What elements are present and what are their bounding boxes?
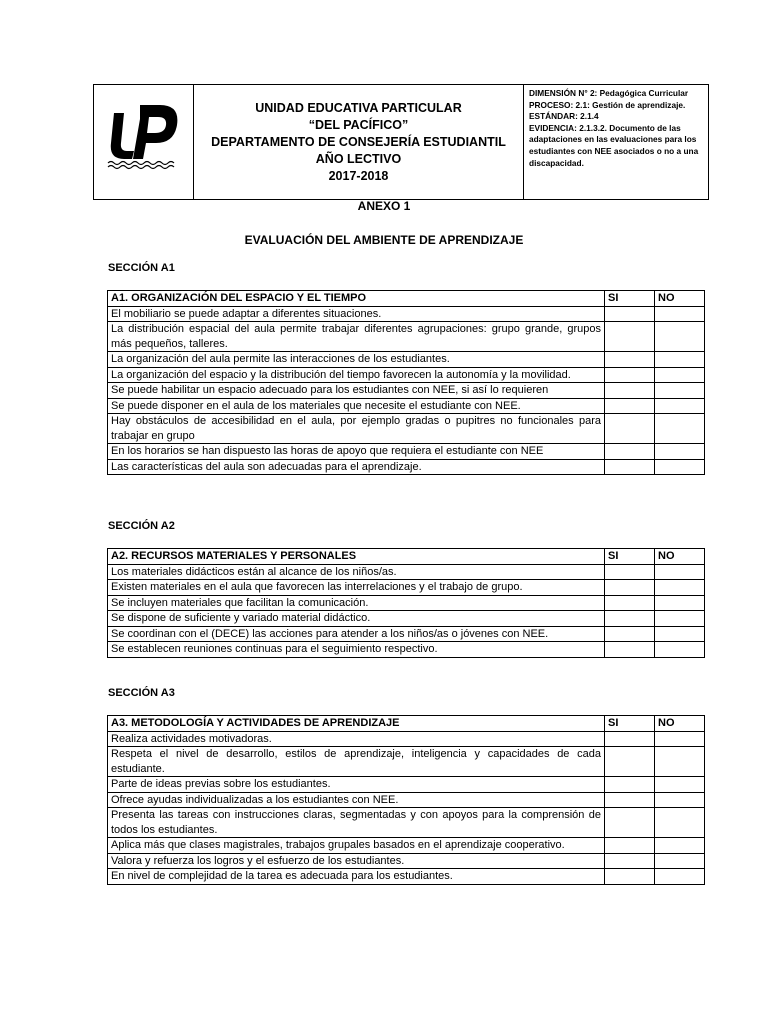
table-row	[108, 564, 705, 580]
no-checkbox-cell[interactable]	[655, 595, 705, 611]
no-checkbox-cell[interactable]	[655, 642, 705, 658]
yes-checkbox-cell[interactable]	[605, 777, 655, 793]
table-row	[108, 611, 705, 627]
criterion-text: Presenta las tareas con instrucciones claras, segmentadas y con apoyos para la comprensión de todos los estudiantes.	[108, 808, 605, 838]
no-checkbox-cell[interactable]	[655, 853, 705, 869]
criterion-text: Ofrece ayudas individualizadas a los estudiantes con NEE.	[108, 792, 605, 808]
criterion-text: Se establecen reuniones continuas para el seguimiento respectivo.	[108, 642, 605, 658]
no-checkbox-cell[interactable]	[655, 869, 705, 885]
section-label-a3: SECCIÓN A3	[108, 687, 175, 699]
no-checkbox-cell[interactable]	[655, 564, 705, 580]
criterion-text: La distribución espacial del aula permite trabajar diferentes agrupaciones: grupo grande, grupos más pequeños, talleres.	[108, 322, 605, 352]
no-checkbox-cell[interactable]	[655, 367, 705, 383]
no-checkbox-cell[interactable]	[655, 626, 705, 642]
yes-column-header: SI	[605, 549, 655, 565]
yes-checkbox-cell[interactable]	[605, 838, 655, 854]
school-logo-icon	[94, 85, 193, 199]
yes-column-header: SI	[605, 291, 655, 307]
standard-text: ESTÁNDAR: 2.1.4	[529, 111, 599, 122]
criterion-text: Aplica más que clases magistrales, trabajos grupales basados en el aprendizaje cooperativo.	[108, 838, 605, 854]
table-row	[108, 792, 705, 808]
no-checkbox-cell[interactable]	[655, 580, 705, 596]
table-header-row	[108, 716, 705, 732]
criterion-text: La organización del aula permite las interacciones de los estudiantes.	[108, 352, 605, 368]
institution-block	[194, 85, 524, 199]
yes-checkbox-cell[interactable]	[605, 383, 655, 399]
yes-checkbox-cell[interactable]	[605, 853, 655, 869]
criterion-text: Parte de ideas previas sobre los estudiantes.	[108, 777, 605, 793]
table-row	[108, 747, 705, 777]
no-checkbox-cell[interactable]	[655, 792, 705, 808]
table-row	[108, 853, 705, 869]
section-table-a2	[107, 548, 705, 658]
yes-column-header: SI	[605, 716, 655, 732]
table-row	[108, 444, 705, 460]
no-checkbox-cell[interactable]	[655, 398, 705, 414]
school-name: “DEL PACÍFICO”	[308, 117, 409, 132]
no-checkbox-cell[interactable]	[655, 611, 705, 627]
section-table-a3	[107, 715, 705, 885]
no-column-header: NO	[655, 716, 705, 732]
yes-checkbox-cell[interactable]	[605, 808, 655, 838]
criterion-text: En nivel de complejidad de la tarea es adecuada para los estudiantes.	[108, 869, 605, 885]
no-column-header: NO	[655, 291, 705, 307]
yes-checkbox-cell[interactable]	[605, 564, 655, 580]
table-row	[108, 838, 705, 854]
no-checkbox-cell[interactable]	[655, 444, 705, 460]
table-row	[108, 306, 705, 322]
school-year: 2017-2018	[328, 168, 389, 183]
table-row	[108, 731, 705, 747]
criterion-text: El mobiliario se puede adaptar a diferentes situaciones.	[108, 306, 605, 322]
criterion-text: La organización del espacio y la distribución del tiempo favorecen la autonomía y la movilidad.	[108, 367, 605, 383]
document-header	[93, 84, 709, 200]
yes-checkbox-cell[interactable]	[605, 626, 655, 642]
yes-checkbox-cell[interactable]	[605, 869, 655, 885]
department-name: DEPARTAMENTO DE CONSEJERÍA ESTUDIANTIL	[211, 134, 506, 149]
yes-checkbox-cell[interactable]	[605, 459, 655, 475]
standards-block	[524, 85, 708, 199]
criterion-text: Se dispone de suficiente y variado material didáctico.	[108, 611, 605, 627]
yes-checkbox-cell[interactable]	[605, 367, 655, 383]
table-row	[108, 808, 705, 838]
no-checkbox-cell[interactable]	[655, 777, 705, 793]
table-row	[108, 626, 705, 642]
yes-checkbox-cell[interactable]	[605, 352, 655, 368]
no-checkbox-cell[interactable]	[655, 459, 705, 475]
yes-checkbox-cell[interactable]	[605, 611, 655, 627]
no-checkbox-cell[interactable]	[655, 414, 705, 444]
yes-checkbox-cell[interactable]	[605, 306, 655, 322]
institution-name: UNIDAD EDUCATIVA PARTICULAR	[255, 100, 462, 115]
table-row	[108, 414, 705, 444]
criterion-text: Realiza actividades motivadoras.	[108, 731, 605, 747]
table-row	[108, 595, 705, 611]
no-checkbox-cell[interactable]	[655, 731, 705, 747]
criterion-text: Respeta el nivel de desarrollo, estilos de aprendizaje, inteligencia y capacidades de cada estudiante.	[108, 747, 605, 777]
table-row	[108, 383, 705, 399]
section-heading: A2. RECURSOS MATERIALES Y PERSONALES	[108, 549, 605, 565]
criterion-text: Se incluyen materiales que facilitan la comunicación.	[108, 595, 605, 611]
no-column-header: NO	[655, 549, 705, 565]
criterion-text: Valora y refuerza los logros y el esfuerzo de los estudiantes.	[108, 853, 605, 869]
no-checkbox-cell[interactable]	[655, 838, 705, 854]
section-label-a1: SECCIÓN A1	[108, 262, 175, 274]
no-checkbox-cell[interactable]	[655, 808, 705, 838]
criterion-text: Hay obstáculos de accesibilidad en el aula, por ejemplo gradas o pupitres no funcionales para trabajar en grupo	[108, 414, 605, 444]
yes-checkbox-cell[interactable]	[605, 322, 655, 352]
yes-checkbox-cell[interactable]	[605, 792, 655, 808]
table-header-row	[108, 549, 705, 565]
table-header-row	[108, 291, 705, 307]
yes-checkbox-cell[interactable]	[605, 414, 655, 444]
annex-label: ANEXO 1	[357, 199, 411, 213]
document-title: EVALUACIÓN DEL AMBIENTE DE APRENDIZAJE	[244, 233, 524, 247]
yes-checkbox-cell[interactable]	[605, 595, 655, 611]
dimension-text: DIMENSIÓN N° 2: Pedagógica Curricular	[529, 88, 689, 98]
section-label-a2: SECCIÓN A2	[108, 520, 175, 532]
yes-checkbox-cell[interactable]	[605, 747, 655, 777]
table-row	[108, 367, 705, 383]
criterion-text: Las características del aula son adecuadas para el aprendizaje.	[108, 459, 605, 475]
no-checkbox-cell[interactable]	[655, 747, 705, 777]
process-text: PROCESO: 2.1: Gestión de aprendizaje.	[529, 99, 686, 110]
yes-checkbox-cell[interactable]	[605, 580, 655, 596]
no-checkbox-cell[interactable]	[655, 352, 705, 368]
section-heading: A3. METODOLOGÍA Y ACTIVIDADES DE APRENDIZAJE	[108, 716, 605, 732]
logo-cell	[94, 85, 194, 199]
no-checkbox-cell[interactable]	[655, 383, 705, 399]
criterion-text: Se coordinan con el (DECE) las acciones para atender a los niños/as o jóvenes con NEE.	[108, 626, 605, 642]
yes-checkbox-cell[interactable]	[605, 398, 655, 414]
criterion-text: Se puede habilitar un espacio adecuado para los estudiantes con NEE, si así lo requieren	[108, 383, 605, 399]
table-row	[108, 459, 705, 475]
evidence-text: EVIDENCIA: 2.1.3.2. Documento de las adaptaciones en las evaluaciones para los estudiantes con NEE asociados o no a una discapacidad.	[529, 122, 699, 168]
table-row	[108, 322, 705, 352]
table-row	[108, 777, 705, 793]
yes-checkbox-cell[interactable]	[605, 444, 655, 460]
yes-checkbox-cell[interactable]	[605, 731, 655, 747]
criterion-text: Se puede disponer en el aula de los materiales que necesite el estudiante con NEE.	[108, 398, 605, 414]
criterion-text: Existen materiales en el aula que favorecen las interrelaciones y el trabajo de grupo.	[108, 580, 605, 596]
table-row	[108, 352, 705, 368]
section-heading: A1. ORGANIZACIÓN DEL ESPACIO Y EL TIEMPO	[108, 291, 605, 307]
section-table-a1	[107, 290, 705, 475]
table-row	[108, 869, 705, 885]
year-label: AÑO LECTIVO	[315, 151, 402, 166]
table-row	[108, 642, 705, 658]
table-row	[108, 580, 705, 596]
no-checkbox-cell[interactable]	[655, 306, 705, 322]
criterion-text: En los horarios se han dispuesto las horas de apoyo que requiera el estudiante con NEE	[108, 444, 605, 460]
yes-checkbox-cell[interactable]	[605, 642, 655, 658]
no-checkbox-cell[interactable]	[655, 322, 705, 352]
criterion-text: Los materiales didácticos están al alcance de los niños/as.	[108, 564, 605, 580]
table-row	[108, 398, 705, 414]
